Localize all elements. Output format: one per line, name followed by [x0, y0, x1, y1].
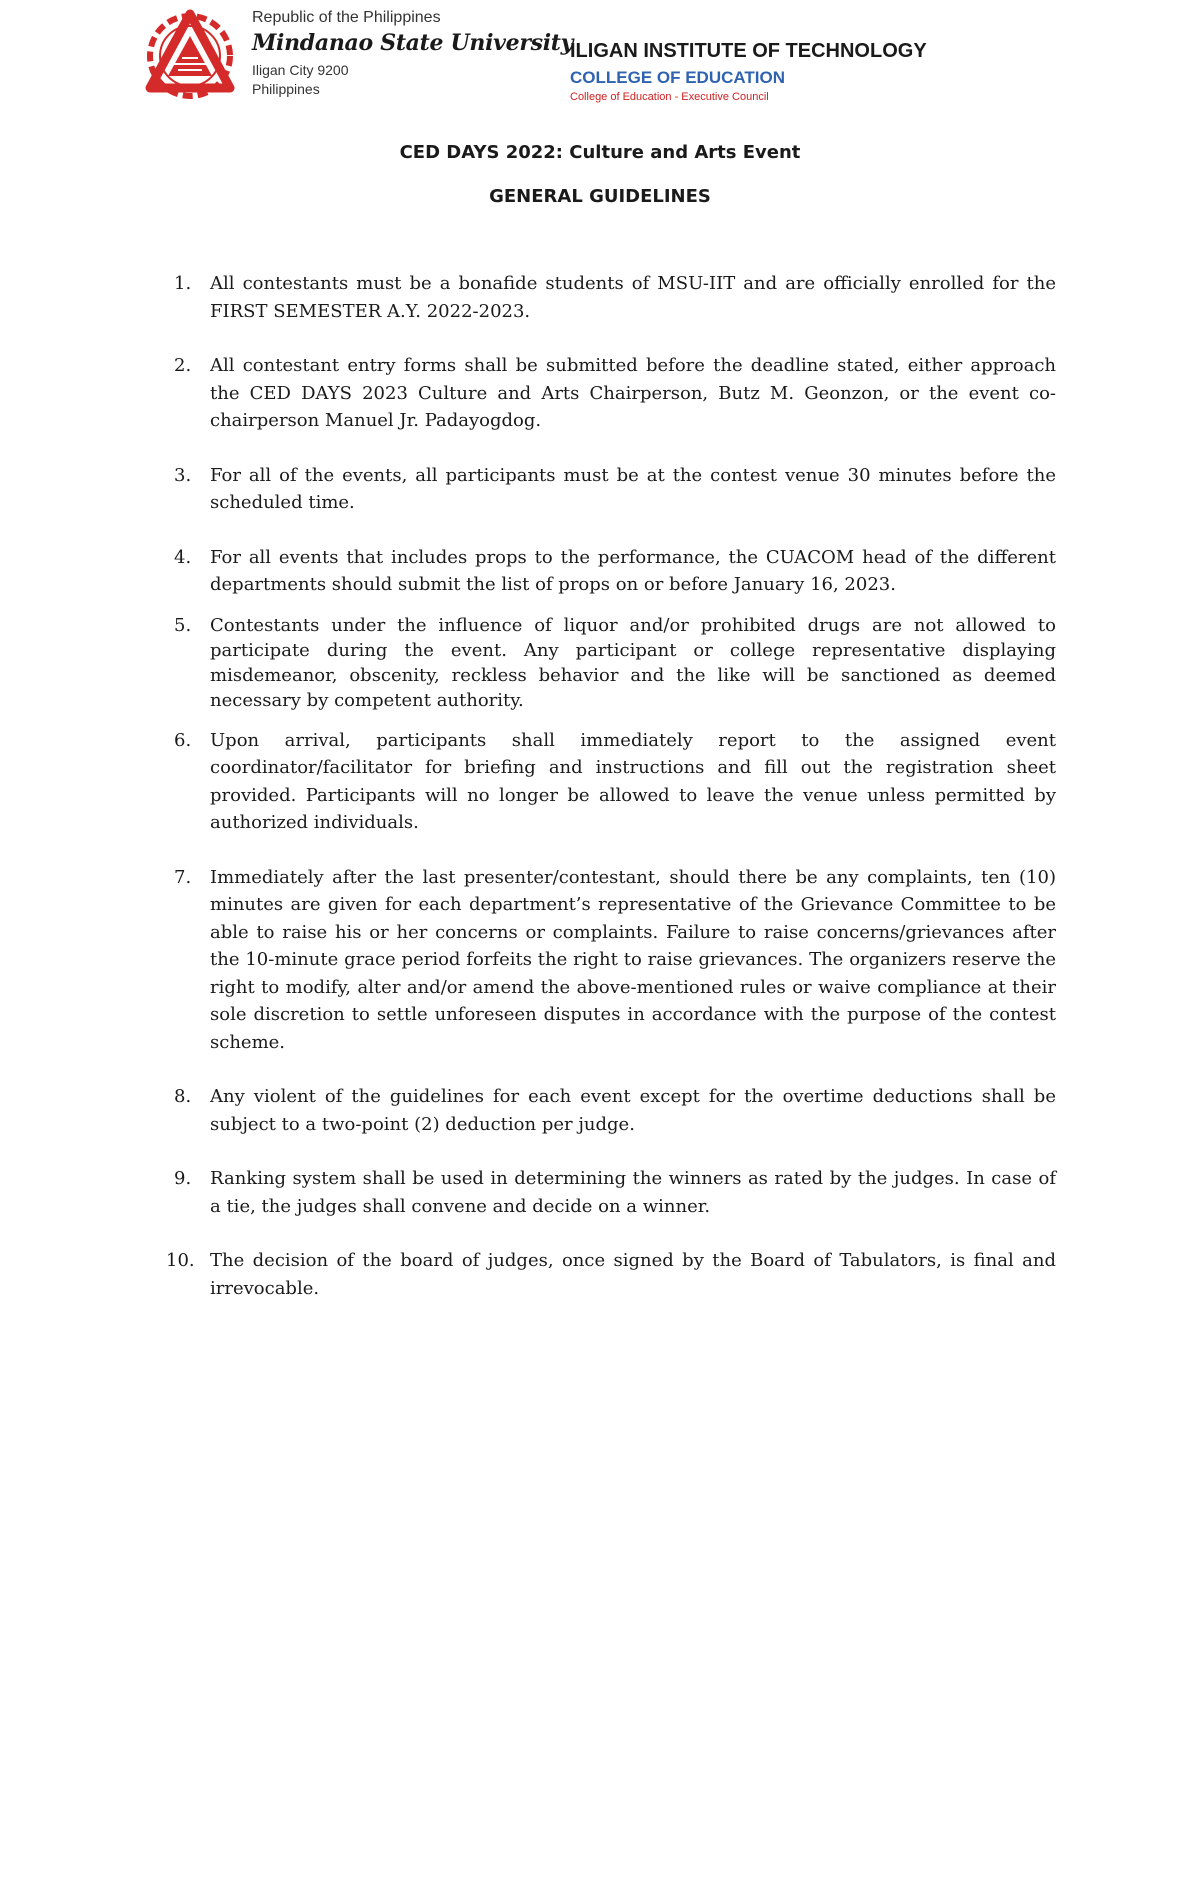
university-name: Mindanao State University: [252, 30, 574, 56]
guideline-text: Immediately after the last presenter/contestant, should there be any complaints, ten (10) minutes are given for each department’s representative of the Grievance Committee to be able to raise his or her concerns or complaints. Failure to raise concerns/grievances after the 10-minute grace period forfeits the right to raise grievances. The organizers reserve the right to modify, alter and/or amend the above-mentioned rules or waive compliance at their sole discretion to settle unforeseen disputes in accordance with the purpose of the contest scheme.: [210, 866, 1056, 1053]
city-label: Iligan City 9200: [252, 62, 349, 78]
guideline-number: 8.: [174, 1086, 192, 1107]
institute-header: [570, 38, 927, 104]
guideline-item-10: [166, 1247, 1056, 1302]
guideline-text: All contestant entry forms shall be submitted before the deadline stated, either approach the CED DAYS 2023 Culture and Arts Chairperson, Butz M. Geonzon, or the event co-chairperson Manuel Jr. Padayogdog.: [210, 355, 1056, 431]
guideline-number: 6.: [174, 729, 192, 751]
university-header: [252, 8, 573, 98]
guideline-item-4: [166, 544, 1056, 599]
guideline-number: 10.: [166, 1250, 195, 1271]
republic-label: Republic of the Philippines: [252, 9, 441, 26]
institute-name: ILIGAN INSTITUTE OF TECHNOLOGY: [570, 40, 927, 62]
guideline-item-3: [166, 462, 1056, 517]
guideline-text: Ranking system shall be used in determining the winners as rated by the judges. In case of a tie, the judges shall convene and decide on a winner.: [210, 1168, 1056, 1217]
document-title: CED DAYS 2022: Culture and Arts Event: [399, 142, 801, 163]
guideline-text: Upon arrival, participants shall immediately report to the assigned event coordinator/facilitator for briefing and instructions and fill out the registration sheet provided. Participants will no longer be allowed to leave the venue unless permitted by authorized individuals.: [210, 729, 1056, 833]
guideline-number: 1.: [174, 273, 192, 294]
guideline-item-7: [166, 864, 1056, 1057]
guideline-text: For all of the events, all participants must be at the contest venue 30 minutes before the scheduled time.: [210, 464, 1056, 513]
guidelines-list: [166, 270, 1056, 1302]
guideline-number: 5.: [174, 614, 192, 636]
council-name: College of Education - Executive Council: [570, 91, 769, 103]
guideline-item-2: [166, 352, 1056, 435]
guideline-number: 3.: [174, 464, 192, 486]
document-subtitle: GENERAL GUIDELINES: [489, 186, 711, 207]
guideline-text: The decision of the board of judges, once signed by the Board of Tabulators, is final and irrevocable.: [210, 1250, 1056, 1299]
guideline-item-5: [166, 613, 1056, 713]
guideline-text: For all events that includes props to the performance, the CUACOM head of the different departments should submit the list of props on or before January 16, 2023.: [210, 546, 1056, 595]
guideline-number: 7.: [174, 866, 192, 888]
guideline-text: Contestants under the influence of liquor and/or prohibited drugs are not allowed to participate during the event. Any participant or college representative displaying misdemeanor, obscenity, reckless behavior and the like will be sanctioned as deemed necessary by competent authority.: [210, 614, 1056, 711]
guideline-item-6: [166, 727, 1056, 837]
guideline-text: Any violent of the guidelines for each event except for the overtime deductions shall be subject to a two-point (2) deduction per judge.: [210, 1086, 1056, 1135]
guideline-item-1: [166, 270, 1056, 325]
guideline-number: 2.: [174, 355, 192, 376]
country-label: Philippines: [252, 81, 320, 97]
guideline-item-9: [166, 1165, 1056, 1220]
college-name: COLLEGE OF EDUCATION: [570, 68, 786, 87]
guideline-number: 4.: [174, 546, 192, 568]
guideline-text: All contestants must be a bonafide students of MSU-IIT and are officially enrolled for the FIRST SEMESTER A.Y. 2022-2023.: [210, 273, 1056, 322]
guideline-item-8: [166, 1083, 1056, 1138]
guideline-number: 9.: [174, 1168, 192, 1189]
msu-seal-logo: [144, 8, 236, 102]
